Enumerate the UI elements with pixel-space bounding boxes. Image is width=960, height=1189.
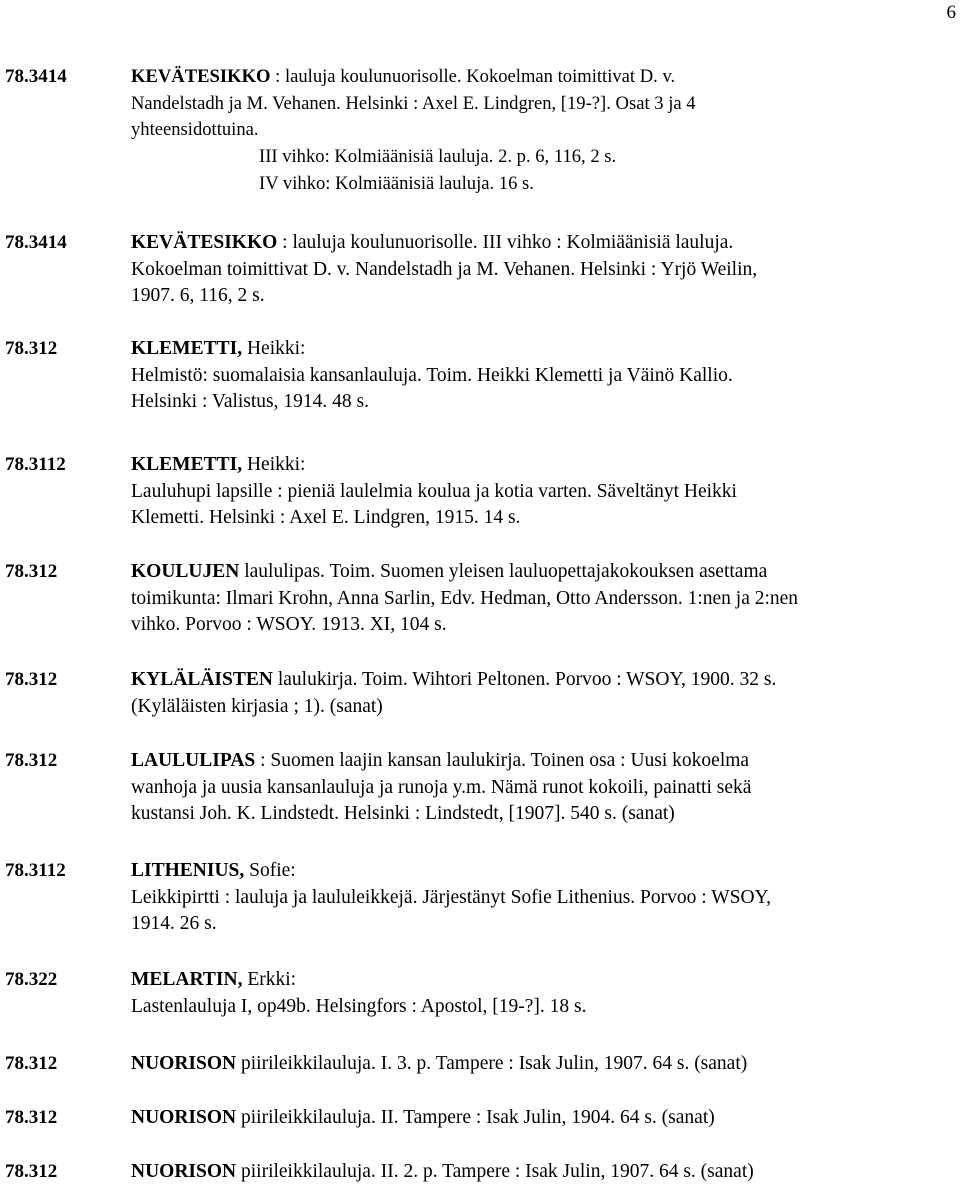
entry-body (131, 336, 931, 416)
entry-line: Lastenlauluja I, op49b. Helsingfors : Apostol, [19-?]. 18 s. (131, 995, 587, 1017)
entry-heading: NUORISON (131, 1053, 237, 1074)
entry-line: Helmistö: suomalaisia kansanlauluja. Toim. Heikki Klemetti ja Väinö Kallio. (131, 364, 733, 386)
entry-line: Leikkipirtti : lauluja ja laululeikkejä. Järjestänyt Sofie Lithenius. Porvoo : WSOY, (131, 886, 771, 908)
entry-line (131, 559, 931, 586)
entry-text: Heikki: (242, 454, 306, 475)
class-code: 78.312 (5, 669, 58, 690)
class-code: 78.3112 (5, 454, 66, 475)
class-code: 78.312 (5, 1053, 58, 1074)
entry-heading: NUORISON (131, 1161, 237, 1182)
entry-text: piirileikkilauluja. I. 3. p. Tampere : Isak Julin, 1907. 64 s. (sanat) (236, 1053, 748, 1074)
entry-line (131, 336, 931, 363)
entry-line (131, 1159, 931, 1186)
entry-line (131, 667, 931, 694)
entry-line (131, 748, 931, 775)
entry-line: (Kyläläisten kirjasia ; 1). (sanat) (131, 695, 383, 717)
entry-text: Erkki: (242, 969, 297, 990)
entry-text: laulukirja. Toim. Wihtori Peltonen. Porvoo : WSOY, 1900. 32 s. (272, 669, 777, 690)
entry-heading: KEVÄTESIKKO (131, 232, 278, 253)
entry-body (131, 748, 931, 828)
volume-line: IV vihko: Kolmiäänisiä lauluja. 16 s. (259, 172, 534, 194)
page-number: 6 (946, 2, 956, 23)
entry-body (131, 452, 931, 532)
class-code: 78.312 (5, 338, 58, 359)
entry-line: Kokoelman toimittivat D. v. Nandelstadh ja M. Vehanen. Helsinki : Yrjö Weilin, (131, 258, 758, 280)
entry-line (131, 1051, 931, 1078)
entry-body (131, 64, 931, 198)
entry-line (131, 967, 931, 994)
entry-body (131, 559, 931, 639)
entry-line: vihko. Porvoo : WSOY. 1913. XI, 104 s. (131, 614, 447, 635)
entry-heading: LITHENIUS, (131, 860, 245, 881)
entry-text: : Suomen laajin kansan laulukirja. Toinen osa : Uusi kokoelma (255, 750, 750, 771)
entry-line: 1914. 26 s. (131, 913, 217, 934)
entry-line: wanhoja ja uusia kansanlauluja ja runoja y.m. Nämä runot kokoili, painatti sekä (131, 776, 752, 798)
entry-text: : lauluja koulunuorisolle. Kokoelman toimittivat D. v. (270, 66, 676, 87)
class-code: 78.312 (5, 561, 58, 582)
entry-body (131, 1051, 931, 1078)
entry-text: Sofie: (244, 860, 296, 881)
entry-line (131, 64, 931, 91)
entry-text: Heikki: (242, 338, 306, 359)
entry-text: piirileikkilauluja. II. 2. p. Tampere : Isak Julin, 1907. 64 s. (sanat) (236, 1161, 754, 1182)
entry-heading: MELARTIN, (131, 969, 243, 990)
entry-text: piirileikkilauluja. II. Tampere : Isak Julin, 1904. 64 s. (sanat) (236, 1107, 715, 1128)
entry-heading: KLEMETTI, (131, 338, 243, 359)
entry-heading: LAULULIPAS (131, 750, 256, 771)
entry-line: Nandelstadh ja M. Vehanen. Helsinki : Axel E. Lindgren, [19-?]. Osat 3 ja 4 (131, 92, 696, 114)
class-code: 78.3414 (5, 232, 67, 253)
entry-body (131, 1159, 931, 1186)
class-code: 78.312 (5, 750, 58, 771)
entry-line: toimikunta: Ilmari Krohn, Anna Sarlin, Edv. Hedman, Otto Andersson. 1:nen ja 2:nen (131, 587, 799, 609)
entry-line: kustansi Joh. K. Lindstedt. Helsinki : Lindstedt, [1907]. 540 s. (sanat) (131, 803, 675, 824)
entry-line: Helsinki : Valistus, 1914. 48 s. (131, 391, 369, 412)
entry-body (131, 858, 931, 938)
volume-line: III vihko: Kolmiäänisiä lauluja. 2. p. 6, 116, 2 s. (259, 146, 617, 168)
entry-line: 1907. 6, 116, 2 s. (131, 285, 265, 306)
entry-line (131, 452, 931, 479)
class-code: 78.3414 (5, 66, 67, 87)
entry-body (131, 967, 931, 1020)
entry-body (131, 1105, 931, 1132)
class-code: 78.322 (5, 969, 58, 990)
entry-line (131, 230, 931, 257)
entry-heading: NUORISON (131, 1107, 237, 1128)
entry-body (131, 230, 931, 310)
entry-text: laululipas. Toim. Suomen yleisen lauluopettajakokouksen asettama (239, 561, 768, 582)
entry-heading: KOULUJEN (131, 561, 240, 582)
entry-line: Lauluhupi lapsille : pieniä laulelmia koulua ja kotia varten. Säveltänyt Heikki (131, 480, 737, 502)
entry-body (131, 667, 931, 720)
class-code: 78.312 (5, 1107, 58, 1128)
class-code: 78.312 (5, 1161, 58, 1182)
entry-line: yhteensidottuina. (131, 119, 259, 141)
entry-line (131, 858, 931, 885)
entry-heading: KLEMETTI, (131, 454, 243, 475)
entry-line: Klemetti. Helsinki : Axel E. Lindgren, 1915. 14 s. (131, 507, 521, 528)
entry-heading: KYLÄLÄISTEN (131, 669, 273, 690)
entry-line (131, 1105, 931, 1132)
class-code: 78.3112 (5, 860, 66, 881)
entry-text: : lauluja koulunuorisolle. III vihko : Kolmiäänisiä lauluja. (277, 232, 734, 253)
entry-heading: KEVÄTESIKKO (131, 66, 271, 87)
